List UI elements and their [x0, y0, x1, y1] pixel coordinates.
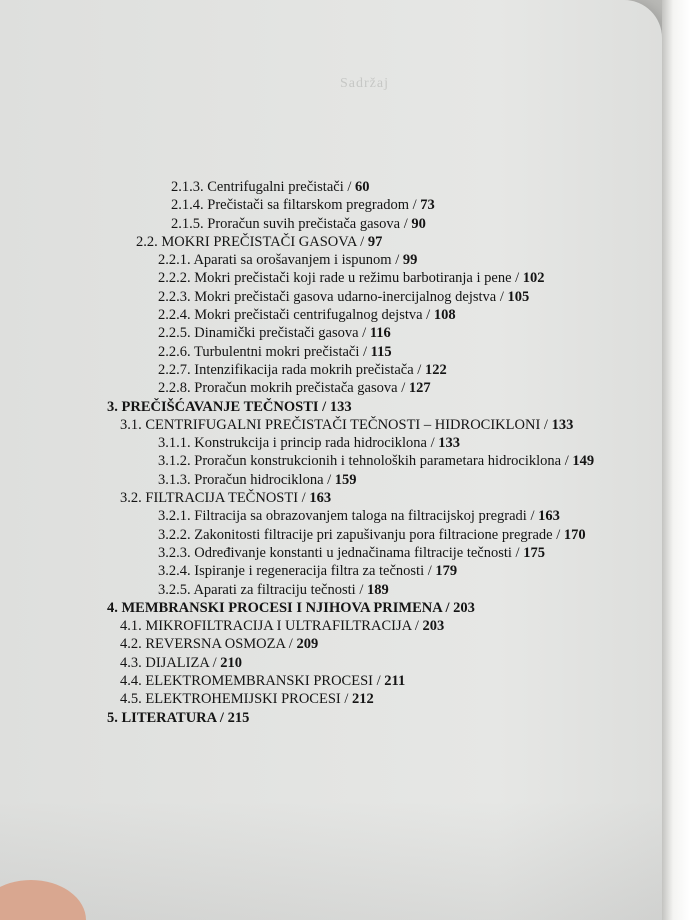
toc-entry-title: 4. MEMBRANSKI PROCESI I NJIHOVA PRIMENA / — [107, 599, 454, 616]
toc-entry-title: 2.2.6. Turbulentni mokri prečistači / — [158, 343, 371, 360]
toc-entry-page-number: 102 — [522, 270, 545, 287]
toc-entry — [0, 471, 660, 489]
toc-entry — [0, 690, 660, 708]
toc-entry-title: 4.3. DIJALIZA / — [120, 654, 221, 671]
toc-entry-page-number: 60 — [355, 179, 370, 195]
toc-entry-page-number: 212 — [352, 691, 374, 708]
toc-entry — [0, 416, 660, 434]
toc-entry-page-number: 203 — [453, 599, 475, 616]
toc-entry-title: 4.4. ELEKTROMEMBRANSKI PROCESI / — [120, 673, 385, 690]
page-shadow — [0, 800, 662, 920]
toc-entry-page-number: 211 — [384, 673, 406, 690]
toc-entry-page-number: 210 — [220, 654, 243, 671]
toc-entry-title: 2.2.8. Proračun mokrih prečistača gasova / — [158, 380, 409, 397]
toc-entry-title: 2.2.4. Mokri prečistači centrifugalnog dejstva / — [158, 307, 434, 324]
toc-entry-page-number: 215 — [227, 709, 250, 726]
toc-entry-page-number: 133 — [551, 416, 574, 433]
toc-entry — [0, 196, 660, 214]
toc-entry-page-number: 179 — [435, 563, 458, 580]
toc-entry-title: 3.2.2. Zakonitosti filtracije pri zapušivanju pora filtracione pregrade / — [158, 526, 564, 543]
toc-entry-title: 3.1.1. Konstrukcija i princip rada hidrociklona / — [158, 435, 439, 452]
toc-entry-page-number: 116 — [369, 325, 391, 342]
toc-entry-title: 2.2.1. Aparati sa orošavanjem i ispunom / — [158, 252, 403, 269]
toc-entry-title: 4.2. REVERSNA OSMOZA / — [120, 636, 297, 653]
toc-entry — [0, 434, 660, 452]
toc-entry — [0, 617, 660, 635]
toc-entry — [0, 215, 660, 233]
toc-entry-page-number: 127 — [408, 380, 431, 397]
toc-entry-title: 2.2.2. Mokri prečistači koji rade u režimu barbotiranja i pene / — [158, 270, 523, 287]
toc-entry — [0, 709, 660, 727]
toc-entry-page-number: 133 — [438, 435, 461, 452]
toc-entry-title: 2.1.3. Centrifugalni prečistači / — [171, 179, 356, 195]
toc-entry — [0, 599, 660, 617]
toc-entry-title: 3.2.5. Aparati za filtraciju tečnosti / — [158, 581, 367, 598]
toc-entry-title: 3.2.1. Filtracija sa obrazovanjem taloga na filtracijskoj pregradi / — [158, 508, 539, 525]
toc-entry — [0, 306, 660, 324]
toc-entry — [0, 635, 660, 653]
toc-entry-page-number: 163 — [538, 508, 560, 525]
toc-entry — [0, 507, 660, 525]
toc-entry — [0, 654, 660, 672]
toc-entry — [0, 288, 660, 306]
toc-entry — [0, 562, 660, 580]
toc-entry-page-number: 97 — [367, 233, 383, 250]
toc-entry-title: 2.2.7. Intenzifikacija rada mokrih prečistača / — [158, 361, 425, 378]
toc-entry-title: 4.1. MIKROFILTRACIJA I ULTRAFILTRACIJA / — [120, 618, 423, 635]
toc-entry-title: 2.1.4. Prečistači sa filtarskom pregradom / — [171, 197, 421, 214]
toc-entry-page-number: 163 — [309, 490, 332, 507]
next-page-edge — [662, 0, 690, 920]
toc-entry-page-number: 175 — [523, 544, 545, 561]
table-of-contents — [0, 178, 660, 727]
toc-entry-title: 3.2.4. Ispiranje i regeneracija filtra za tečnosti / — [158, 563, 436, 580]
toc-entry-title: 2.2.3. Mokri prečistači gasova udarno-inercijalnog dejstva / — [158, 288, 508, 305]
toc-entry — [0, 489, 660, 507]
toc-entry-title: 3.1.3. Proračun hidrociklona / — [158, 471, 335, 488]
toc-entry-page-number: 105 — [507, 288, 530, 305]
toc-entry — [0, 544, 660, 562]
toc-entry-title: 2.2. MOKRI PREČISTAČI GASOVA / — [136, 233, 368, 250]
toc-entry — [0, 379, 660, 397]
toc-entry — [0, 343, 660, 361]
toc-entry-title: 3.1.2. Proračun konstrukcionih i tehnoloških parametara hidrociklona / — [158, 453, 573, 470]
toc-entry-page-number: 108 — [433, 307, 456, 324]
toc-entry-page-number: 99 — [402, 252, 418, 269]
toc-entry-page-number: 90 — [411, 215, 426, 232]
toc-entry-title: 3.2.3. Određivanje konstanti u jednačinama filtracije tečnosti / — [158, 544, 524, 561]
toc-entry-title: 3. PREČIŠĆAVANJE TEČNOSTI / — [107, 398, 330, 415]
toc-entry — [0, 581, 660, 599]
show-through-title: Sadržaj — [340, 76, 389, 91]
toc-entry-title: 2.1.5. Proračun suvih prečistača gasova / — [171, 215, 412, 232]
toc-entry-page-number: 73 — [420, 197, 435, 214]
toc-entry-page-number: 209 — [296, 636, 319, 653]
toc-entry-page-number: 203 — [422, 618, 445, 635]
toc-entry-page-number: 159 — [334, 471, 357, 488]
toc-entry — [0, 233, 660, 251]
toc-entry-title: 4.5. ELEKTROHEMIJSKI PROCESI / — [120, 691, 353, 708]
toc-entry — [0, 324, 660, 342]
toc-entry — [0, 526, 660, 544]
toc-entry-page-number: 149 — [572, 453, 595, 470]
toc-entry — [0, 178, 660, 196]
toc-entry-page-number: 133 — [329, 398, 352, 415]
toc-entry-page-number: 115 — [370, 343, 392, 360]
toc-entry-title: 2.2.5. Dinamički prečistači gasova / — [158, 325, 370, 342]
toc-entry — [0, 398, 660, 416]
toc-entry — [0, 672, 660, 690]
toc-entry — [0, 251, 660, 269]
toc-entry — [0, 361, 660, 379]
toc-entry-title: 5. LITERATURA / — [107, 709, 228, 726]
toc-entry-title: 3.1. CENTRIFUGALNI PREČISTAČI TEČNOSTI – HIDROCIKLONI / — [120, 416, 552, 433]
toc-entry-page-number: 189 — [366, 581, 389, 598]
toc-entry — [0, 269, 660, 287]
toc-entry-page-number: 170 — [563, 526, 586, 543]
toc-entry-title: 3.2. FILTRACIJA TEČNOSTI / — [120, 490, 310, 507]
toc-entry-page-number: 122 — [424, 361, 447, 378]
toc-entry — [0, 452, 660, 470]
